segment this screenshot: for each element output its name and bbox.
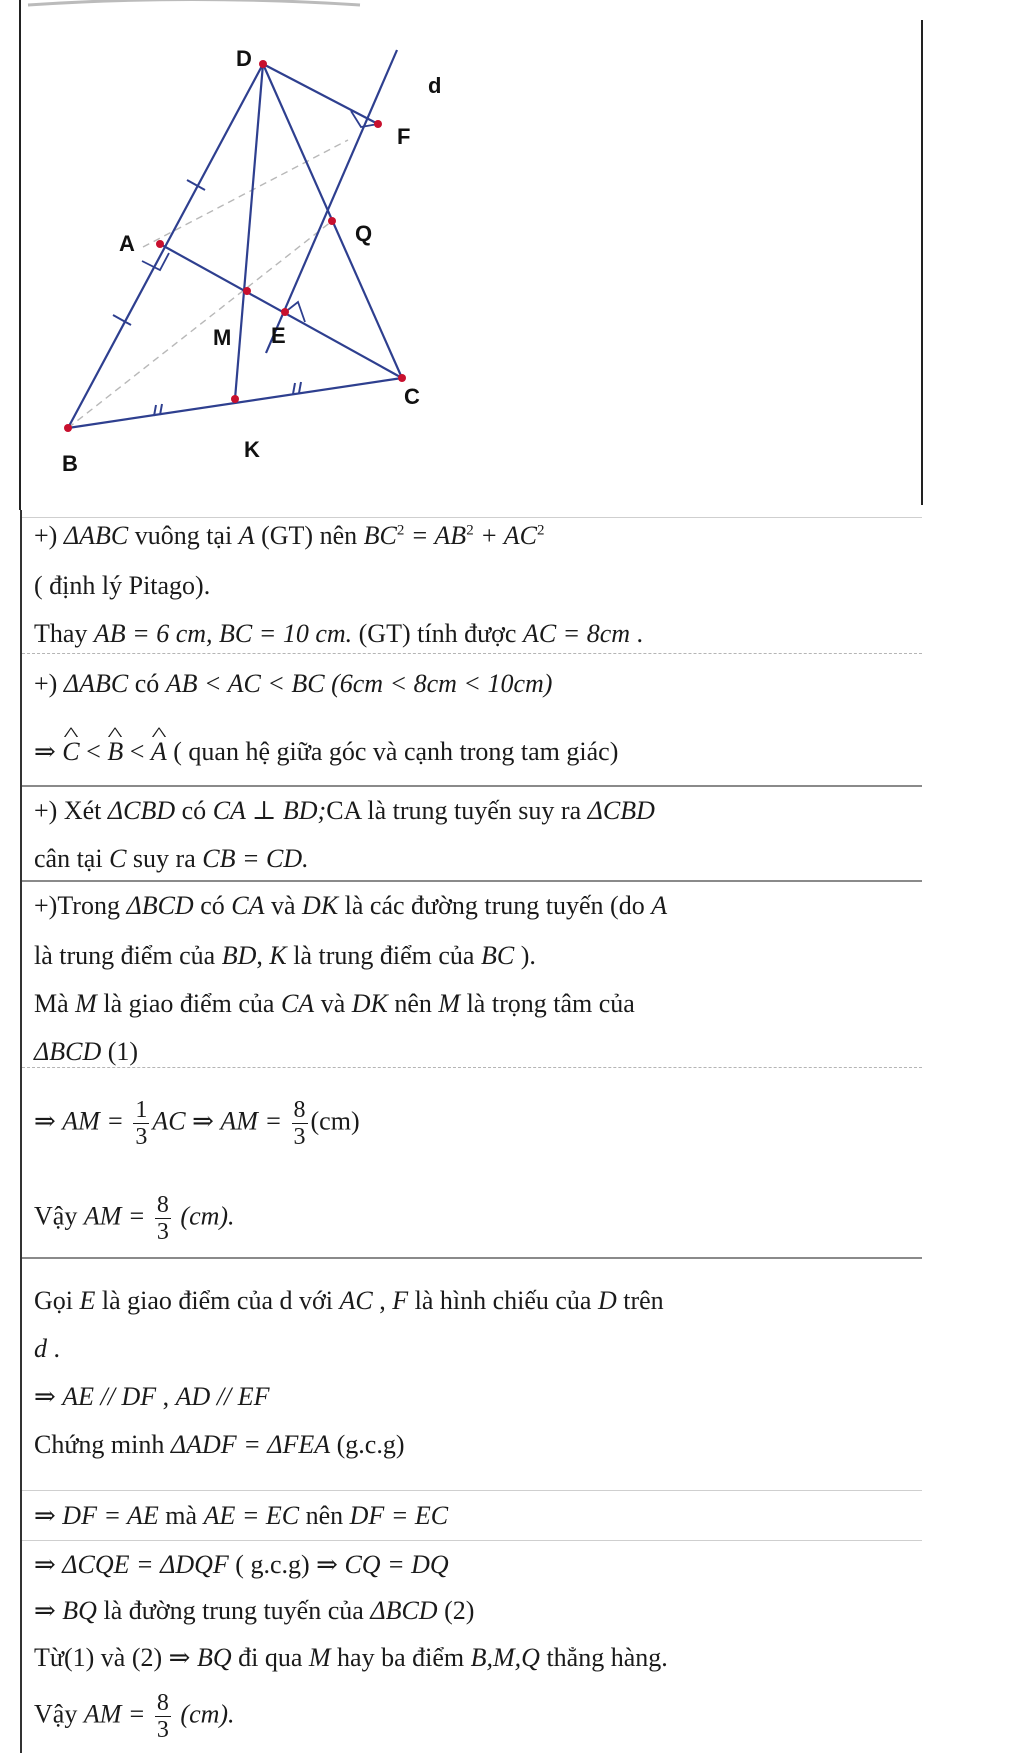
math-text: M	[75, 989, 97, 1018]
math-text: Mà	[34, 989, 76, 1018]
math-text: thẳng hàng.	[539, 1643, 668, 1672]
math-text: ⇒	[34, 737, 63, 766]
math-text: AD // EF	[175, 1382, 270, 1411]
label-d: D	[236, 46, 252, 71]
divider	[22, 1490, 922, 1491]
math-text: +)	[34, 521, 64, 550]
math-text: 8	[293, 1097, 306, 1123]
math-text: ΔBCD	[126, 891, 194, 920]
math-text: ΔCBD	[587, 796, 655, 825]
label-c: C	[404, 384, 420, 409]
label-q: Q	[355, 221, 373, 246]
math-text: ,	[256, 941, 270, 970]
label-k: K	[244, 437, 260, 462]
text-left-border	[20, 510, 22, 1753]
math-text: BC	[480, 941, 515, 970]
right-angle-a	[142, 253, 169, 270]
text-line	[34, 940, 536, 972]
math-text: d	[34, 1334, 47, 1363]
math-text: Từ(1) và (2) ⇒	[34, 1643, 197, 1672]
math-text: Chứng minh	[34, 1430, 171, 1459]
point-b	[64, 424, 72, 432]
math-text: ΔCBD	[107, 796, 176, 825]
math-text: ⇒	[34, 1596, 63, 1625]
math-text: D	[597, 1286, 617, 1315]
math-text: <	[79, 737, 108, 766]
math-text: Vậy	[34, 1699, 84, 1729]
divider	[22, 1067, 922, 1068]
math-text: DF = AE	[62, 1501, 159, 1530]
math-text: Vậy	[34, 1201, 84, 1231]
math-text: ΔCQE = ΔDQF	[62, 1550, 229, 1579]
math-text: Gọi	[34, 1286, 80, 1315]
text-line	[34, 1500, 448, 1532]
math-text: 3	[156, 1219, 169, 1245]
divider	[22, 517, 922, 518]
math-text: ⇒	[34, 1501, 63, 1530]
math-text: (1)	[101, 1037, 139, 1066]
math-text: +)	[34, 669, 64, 698]
text-line	[34, 1285, 664, 1317]
math-text: 3	[156, 1717, 169, 1743]
line-d	[266, 50, 397, 353]
math-text: CA	[280, 989, 315, 1018]
text-line	[34, 890, 667, 922]
math-text: +) Xét	[34, 796, 108, 825]
point-q	[328, 217, 336, 225]
math-text: ⇒	[34, 1382, 63, 1411]
math-text: 2	[537, 522, 545, 539]
text-line	[34, 1690, 235, 1743]
math-text: (2)	[437, 1596, 475, 1625]
math-text: ( g.c.g) ⇒	[228, 1550, 345, 1579]
math-text: CQ = DQ	[344, 1550, 449, 1579]
math-text: AE // DF	[62, 1382, 157, 1411]
math-text: (GT) tính được	[352, 619, 523, 648]
math-text: AC = 8cm	[522, 619, 631, 648]
point-e	[281, 308, 289, 316]
math-text: B,M,Q	[470, 1643, 540, 1672]
triangle-diagram	[0, 0, 930, 510]
math-text: trên	[616, 1286, 664, 1315]
text-line	[34, 1381, 270, 1413]
math-text: (cm)	[310, 1106, 360, 1136]
text-line	[34, 1333, 60, 1365]
math-text: ⇒	[34, 1106, 63, 1136]
label-m: M	[213, 325, 232, 350]
math-text: là giao điểm của	[96, 989, 281, 1018]
math-text: AM =	[62, 1106, 131, 1136]
math-text: +)Trong	[34, 891, 127, 920]
divider	[22, 1257, 922, 1259]
math-text: Thay	[34, 619, 94, 648]
label-e: E	[271, 323, 286, 348]
math-text: DF = EC	[349, 1501, 449, 1530]
math-text: + AC	[473, 521, 537, 550]
geometry-figure	[0, 0, 930, 510]
math-text: CA	[231, 891, 265, 920]
math-text: ΔABC	[63, 669, 129, 698]
math-text: C	[109, 844, 127, 873]
math-text: có	[128, 669, 166, 698]
fraction	[292, 1097, 308, 1150]
text-line	[34, 1429, 405, 1461]
math-text: có	[193, 891, 232, 920]
point-m	[243, 287, 251, 295]
math-text: ΔADF = ΔFEA	[170, 1430, 331, 1459]
label-b: B	[62, 451, 78, 476]
fraction	[133, 1097, 149, 1150]
math-text: (cm).	[173, 1201, 235, 1231]
math-text: AC	[339, 1286, 373, 1315]
point-k	[231, 395, 239, 403]
math-text: ,	[156, 1382, 176, 1411]
point-a	[156, 240, 164, 248]
math-text: AE = EC	[203, 1501, 300, 1530]
point-c	[398, 374, 406, 382]
math-text: suy ra	[126, 844, 203, 873]
math-text: 1	[135, 1097, 148, 1123]
math-text: là trọng tâm của	[460, 989, 635, 1018]
math-text: M	[438, 989, 461, 1018]
label-line-d: d	[428, 73, 442, 98]
segment-ac	[160, 244, 402, 378]
math-text: .	[47, 1334, 60, 1363]
math-text: CA là trung tuyến suy ra	[326, 796, 588, 825]
math-text: CB = CD.	[202, 844, 309, 873]
math-text: ,	[372, 1286, 393, 1315]
dashed-line-b-q	[68, 221, 332, 428]
text-line	[34, 1549, 449, 1581]
math-text: mà	[158, 1501, 204, 1530]
math-text: DK	[351, 989, 388, 1018]
text-line	[34, 736, 618, 768]
text-line	[34, 668, 552, 700]
math-text: ).	[514, 941, 536, 970]
math-text: 3	[135, 1124, 148, 1150]
math-text: E	[79, 1286, 96, 1315]
point-d	[259, 60, 267, 68]
math-text: là hình chiếu của	[408, 1286, 598, 1315]
math-text: BC	[363, 521, 397, 550]
point-f	[374, 120, 382, 128]
math-text: .	[630, 619, 644, 648]
math-text: CA ⊥ BD;	[212, 796, 327, 825]
divider	[22, 880, 922, 882]
text-line	[34, 570, 210, 602]
math-text: BD	[221, 941, 257, 970]
math-text: là trung điểm của	[34, 941, 222, 970]
math-text: 2	[466, 522, 474, 539]
label-a: A	[119, 231, 135, 256]
math-text: nên	[299, 1501, 350, 1530]
text-line	[34, 520, 545, 552]
math-text: A	[238, 521, 255, 550]
math-text: 8	[156, 1690, 169, 1716]
math-text: <	[123, 737, 151, 766]
math-text: ^ A	[151, 736, 167, 768]
text-line	[34, 795, 655, 827]
math-text: đi qua	[231, 1643, 309, 1672]
math-text: BQ	[62, 1596, 97, 1625]
text-line	[34, 1097, 360, 1150]
math-text: ^ C	[62, 736, 79, 768]
divider	[22, 1540, 922, 1541]
divider	[22, 653, 922, 654]
math-text: là trung điểm của	[286, 941, 481, 970]
math-text: = AB	[404, 521, 467, 550]
text-line	[34, 988, 635, 1020]
label-f: F	[397, 124, 411, 149]
text-line	[34, 1595, 474, 1627]
math-text: ( định lý Pitago).	[34, 571, 211, 600]
text-line	[34, 1642, 668, 1674]
math-text: (GT) nên	[254, 521, 364, 550]
math-text: DK	[302, 891, 339, 920]
math-text: hay ba điểm	[330, 1643, 471, 1672]
math-text: BQ	[196, 1643, 232, 1672]
math-text: ΔBCD	[34, 1037, 102, 1066]
math-text: ΔABC	[63, 521, 129, 550]
math-text: ⇒	[34, 1550, 63, 1579]
math-text: AM =	[83, 1699, 152, 1729]
divider	[22, 785, 922, 787]
math-text: ^ B	[107, 736, 123, 768]
math-text: (cm).	[173, 1699, 235, 1729]
math-text: vuông tại	[128, 521, 239, 550]
fraction	[155, 1690, 171, 1743]
math-text: và	[264, 891, 303, 920]
math-text: có	[175, 796, 213, 825]
segment-df	[263, 64, 378, 124]
math-text: F	[392, 1286, 409, 1315]
text-line	[34, 1192, 235, 1245]
math-text: là đường trung tuyến của	[96, 1596, 371, 1625]
tick-kc-1	[293, 383, 295, 394]
figure-top-arc	[28, 0, 360, 5]
math-text: cân tại	[34, 844, 110, 873]
math-text: và	[314, 989, 352, 1018]
math-text: (6cm < 8cm < 10cm)	[324, 669, 553, 698]
math-text: nên	[387, 989, 439, 1018]
math-text: là các đường trung tuyến (do	[338, 891, 652, 920]
math-text: AM =	[220, 1106, 289, 1136]
math-text: 8	[156, 1192, 169, 1218]
math-text: M	[308, 1643, 331, 1672]
math-text: AB = 6 cm, BC = 10 cm.	[93, 619, 353, 648]
segment-dk	[235, 64, 263, 399]
math-text: AC	[152, 1106, 186, 1136]
text-line	[34, 618, 643, 650]
tick-kc-2	[299, 382, 301, 393]
math-text: 3	[293, 1124, 306, 1150]
math-text: 2	[396, 522, 405, 539]
math-text: AM =	[83, 1201, 152, 1231]
math-text: (g.c.g)	[330, 1430, 405, 1459]
text-line	[34, 1036, 138, 1068]
math-text: là giao điểm của d với	[95, 1286, 340, 1315]
math-text: ( quan hệ giữa góc và cạnh trong tam giác)	[166, 737, 619, 766]
fraction	[155, 1192, 171, 1245]
math-text: AB < AC < BC	[165, 669, 325, 698]
math-text: A	[651, 891, 668, 920]
text-line	[34, 843, 309, 875]
math-text: ΔBCD	[370, 1596, 438, 1625]
math-text: K	[269, 941, 287, 970]
math-text: ⇒	[185, 1106, 221, 1136]
